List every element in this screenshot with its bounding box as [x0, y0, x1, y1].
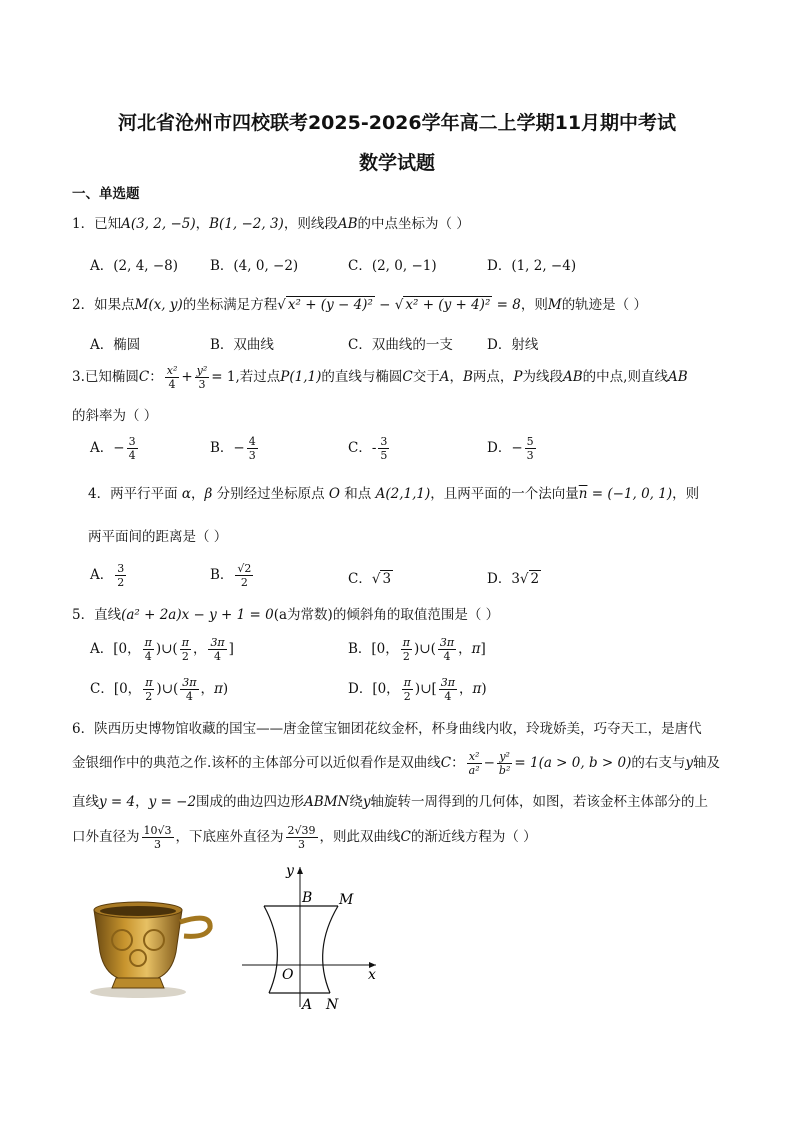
question-5-option-d: D．[0， $\frac{\pi}{2}$ )∪[ $\frac{3\pi}{4}$ ，π) [348, 676, 487, 703]
question-2-option-c: C．双曲线的一支 [348, 337, 453, 353]
label-o: O [282, 967, 294, 983]
label-y: y [286, 863, 294, 879]
question-6-line1: 6．陕西历史博物馆收藏的国宝——唐金筐宝钿团花纹金杯，杯身曲线内收，玲珑娇美，巧夺天工，是唐代 [72, 721, 702, 737]
question-4-stem: 4．两平行平面 α，β 分别经过坐标原点 O 和点 A(2,1,1)，且两平面的一个法向量$\overline{n} = (-1$, 0, 1)，则 [88, 486, 700, 502]
question-2-option-a: A．椭圆 [90, 337, 141, 353]
question-4-option-a: A． $\frac{3}{2}$ [90, 562, 125, 589]
question-5-option-c: C．[0， $\frac{\pi}{2}$ )∪( $\frac{3\pi}{4}$ ，π) [90, 676, 229, 703]
y-axis-arrow-icon [297, 867, 303, 874]
question-4-option-c: C．√ 3 [348, 571, 392, 587]
exam-title: 河北省沧州市四校联考2025-2026学年高二上学期11月期中考试 [117, 112, 677, 134]
left-branch-curve [264, 906, 277, 993]
question-4-option-d: D．3√ 2 [487, 571, 540, 587]
question-2-stem: 2．如果点M(x, y)的坐标满足方程√ x² + (y − 4)² − √ x² + (y + 4)² = 8，则M的轨迹是（ ） [72, 297, 647, 313]
exam-subtitle: 数学试题 [358, 152, 435, 174]
question-4-stem-line2: 两平面间的距离是（ ） [88, 529, 228, 545]
section-heading-single-choice: 一、单选题 [72, 186, 140, 202]
question-3-stem-line2: 的斜率为（ ） [72, 408, 158, 424]
question-2-option-d: D．射线 [487, 337, 539, 353]
question-3-option-c: C．- $\frac{3}{5}$ [348, 435, 388, 462]
question-5-option-a: A．[0， $\frac{\pi}{4}$ )∪( $\frac{\pi}{2}$ ， $\frac{3\pi}{4}$ ] [90, 636, 234, 663]
label-x: x [368, 967, 376, 983]
question-1-option-d: D．(1, 2, −4) [487, 258, 577, 274]
question-2-option-b: B．双曲线 [210, 337, 274, 353]
question-3-option-a: A．− $\frac{3}{4}$ [90, 435, 136, 462]
question-3-option-b: B．− $\frac{4}{3}$ [210, 435, 256, 462]
question-6-line4: 口外直径为 $\frac{10√3}{3}$ ，下底座外直径为 $\frac{2√39}{3}$ ，则此双曲线C的渐近线方程为（ ） [72, 824, 537, 851]
question-1-option-c: C．(2, 0, −1) [348, 258, 437, 274]
question-1-option-b: B．(4, 0, −2) [210, 258, 299, 274]
question-3-option-d: D．− $\frac{5}{3}$ [487, 435, 534, 462]
label-m: M [339, 892, 354, 908]
question-5-stem: 5．直线(a² + 2a)x − y + 1 = 0(a为常数)的倾斜角的取值范围是（ ） [72, 607, 500, 623]
right-branch-curve [323, 906, 338, 993]
question-4-option-b: B． $\frac{√2}{2}$ [210, 562, 252, 589]
label-b: B [302, 890, 313, 906]
hyperbola-figure [236, 855, 386, 1015]
question-5-option-b: B．[0， $\frac{\pi}{2}$ )∪( $\frac{3\pi}{4}$ ，π] [348, 636, 486, 663]
question-3-stem: 3.已知椭圆C： $\frac{\text{x²}}{4}$ + $\frac{\text{y²}}{3}$ = 1,若过点P(1,1)的直线与椭圆C交于A，B两点，P为线段AB的中点,则直线AB [72, 364, 688, 391]
question-6-line3: 直线y = 4，y = −2围成的曲边四边形ABMN绕y轴旋转一周得到的几何体，如图，若该金杯主体部分的上 [72, 794, 708, 810]
question-1-stem: 1．已知A(3, 2, −5)，B(1, −2, 3)，则线段AB的中点坐标为（ ） [72, 216, 470, 232]
question-6-line2: 金银细作中的典范之作.该杯的主体部分可以近似看作是双曲线C： $\frac{\text{x²}}{\text{a²}}$ − $\frac{\text{y²}}{\text{b²}}$ = 1(a > 0, b > 0)的右支与y轴及 [72, 750, 720, 777]
question-1-option-a: A．(2, 4, −8) [90, 258, 179, 274]
label-n: N [326, 997, 339, 1013]
gold-cup-image [80, 892, 220, 1002]
label-a: A [302, 997, 313, 1013]
